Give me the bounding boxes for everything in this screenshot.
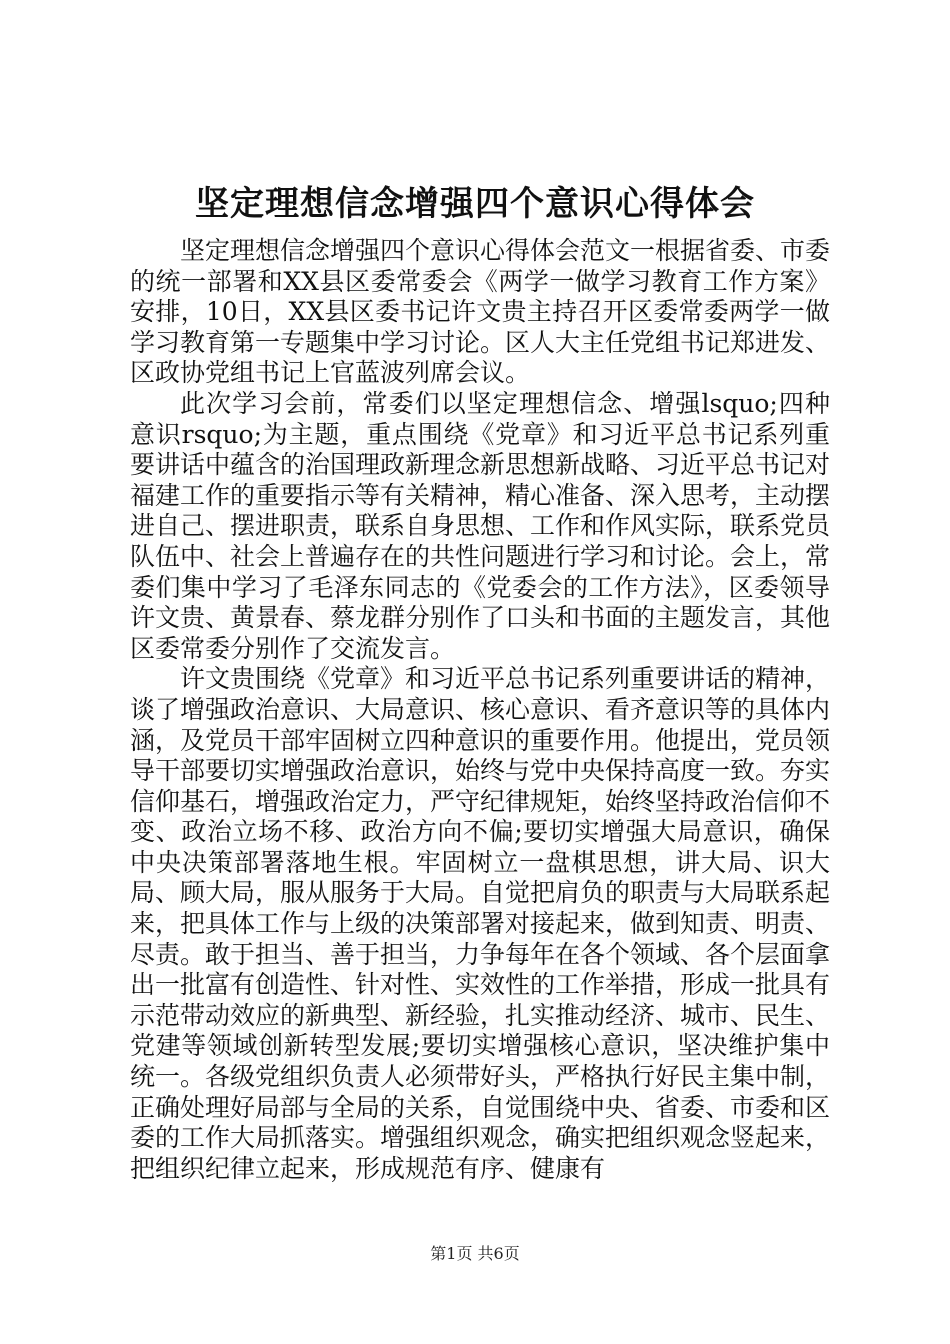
page-number: 第1页 [430, 1244, 473, 1263]
paragraph-2: 此次学习会前，常委们以坚定理想信念、增强lsquo;四种意识rsquo;为主题，重点围绕《党章》和习近平总书记系列重要讲话中蕴含的治国理政新理念新思想新战略、习近平总书记对福建工作的重要指示等有关精神，精心准备、深入思考，主动摆进自己、摆进职责，联系自身思想、工作和作风实际，联系党员队伍中、社会上普遍存在的共性问题进行学习和讨论。会上，常委们集中学习了毛泽东同志的《党委会的工作方法》，区委领导许文贵、黄景春、蔡龙群分别作了口头和书面的主题发言，其他区委常委分别作了交流发言。 [130, 388, 831, 663]
paragraph-1: 坚定理想信念增强四个意识心得体会范文一根据省委、市委的统一部署和XX县区委常委会《两学一做学习教育工作方案》安排，10日，XX县区委书记许文贵主持召开区委常委两学一做学习教育第一专题集中学习讨论。区人大主任党组书记郑进发、区政协党组书记上官蓝波列席会议。 [130, 236, 831, 388]
page-total: 共6页 [477, 1244, 520, 1263]
paragraph-3: 许文贵围绕《党章》和习近平总书记系列重要讲话的精神，谈了增强政治意识、大局意识、核心意识、看齐意识等的具体内涵，及党员干部牢固树立四种意识的重要作用。他提出，党员领导干部要切实增强政治意识，始终与党中央保持高度一致。夯实信仰基石，增强政治定力，严守纪律规矩，始终坚持政治信仰不变、政治立场不移、政治方向不偏;要切实增强大局意识，确保中央决策部署落地生根。牢固树立一盘棋思想，讲大局、识大局、顾大局，服从服务于大局。自觉把肩负的职责与大局联系起来，把具体工作与上级的决策部署对接起来，做到知责、明责、尽责。敢于担当、善于担当，力争每年在各个领域、各个层面拿出一批富有创造性、针对性、实效性的工作举措，形成一批具有示范带动效应的新典型、新经验，扎实推动经济、城市、民生、党建等领域创新转型发展;要切实增强核心意识，坚决维护集中统一。各级党组织负责人必须带好头，严格执行好民主集中制，正确处理好局部与全局的关系，自觉围绕中央、省委、市委和区委的工作大局抓落实。增强组织观念，确实把组织观念竖起来，把组织纪律立起来，形成规范有序、健康有 [130, 664, 831, 1183]
document-body [130, 236, 830, 1184]
document-title: 坚定理想信念增强四个意识心得体会 [195, 184, 755, 224]
page-footer [0, 1242, 950, 1266]
